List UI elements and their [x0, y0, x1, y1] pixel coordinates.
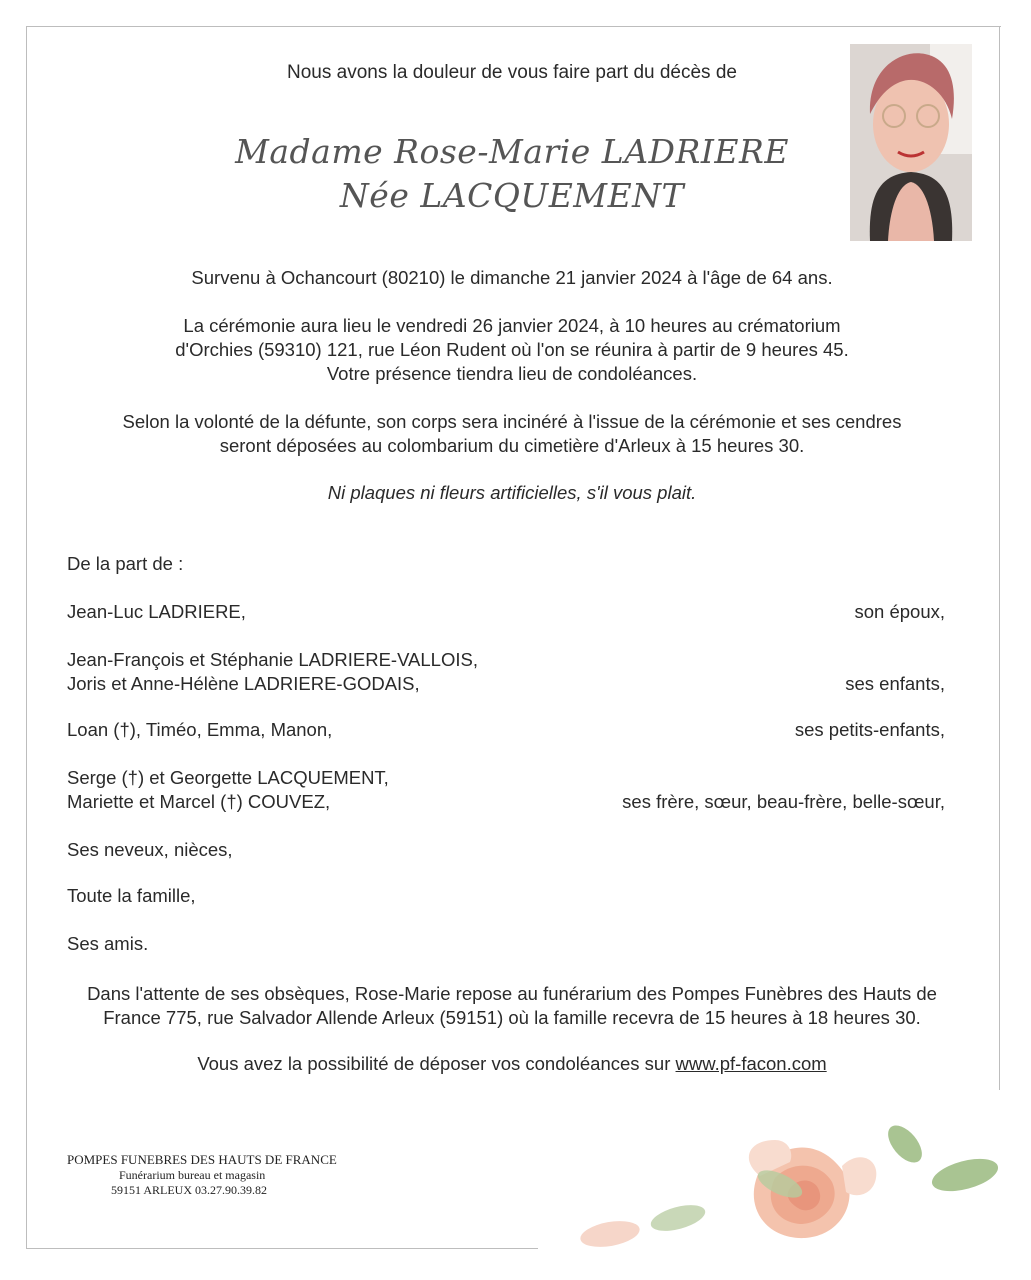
family-row-left: Toute la famille, — [67, 885, 196, 906]
family-row-left: Ses neveux, nièces, — [67, 839, 233, 860]
funerarium-paragraph — [40, 982, 984, 1030]
condolences-line — [40, 1052, 984, 1076]
company-line: Funérarium bureau et magasin — [119, 1168, 266, 1182]
family-relation: ses petits-enfants, — [794, 719, 945, 740]
family-row-left: Jean-Luc LADRIERE, — [67, 601, 246, 622]
family-line: Serge (†) et Georgette LACQUEMENT, — [67, 767, 389, 788]
intro-text: Nous avons la douleur de vous faire part du décès de — [287, 62, 737, 83]
family-line: Jean-François et Stéphanie LADRIERE-VALLOIS, — [67, 649, 478, 670]
ceremony-paragraph — [40, 314, 984, 386]
wish-line: seront déposées au colombarium du cimetière d'Arleux à 15 heures 30. — [219, 435, 805, 456]
rose-decoration — [570, 1100, 1010, 1260]
ceremony-line: Votre présence tiendra lieu de condoléances. — [326, 363, 698, 384]
flowers-note: Ni plaques ni fleurs artificielles, s'il vous plait. — [327, 482, 697, 503]
family-relation: ses frère, sœur, beau-frère, belle-sœur, — [622, 791, 945, 812]
family-row-left — [67, 648, 478, 696]
family-row-left: Ses amis. — [67, 933, 149, 954]
maiden-name: Née LACQUEMENT — [339, 176, 685, 215]
family-row-left — [67, 766, 389, 814]
funeral-home-footer — [67, 1152, 337, 1198]
company-name: POMPES FUNEBRES DES HAUTS DE FRANCE — [67, 1152, 337, 1167]
ceremony-line: La cérémonie aura lieu le vendredi 26 janvier 2024, à 10 heures au crématorium — [183, 315, 841, 336]
condolences-link[interactable]: www.pf-facon.com — [675, 1053, 827, 1074]
family-line: Mariette et Marcel (†) COUVEZ, — [67, 791, 331, 812]
portrait-photo — [850, 44, 972, 241]
funerarium-line: Dans l'attente de ses obsèques, Rose-Marie repose au funérarium des Pompes Funèbres des Hauts de — [87, 983, 937, 1004]
ceremony-line: d'Orchies (59310) 121, rue Léon Rudent où l'on se réunira à partir de 9 heures 45. — [175, 339, 849, 360]
deceased-name: Madame Rose-Marie LADRIERE — [235, 132, 789, 171]
family-relation: son époux, — [854, 601, 945, 622]
wish-paragraph — [40, 410, 984, 458]
frame-right-border — [999, 26, 1000, 1090]
family-row-left: Loan (†), Timéo, Emma, Manon, — [67, 719, 333, 740]
family-line: Joris et Anne-Hélène LADRIERE-GODAIS, — [67, 673, 420, 694]
death-statement: Survenu à Ochancourt (80210) le dimanche 21 janvier 2024 à l'âge de 64 ans. — [191, 267, 833, 288]
company-address: 59151 ARLEUX 03.27.90.39.82 — [111, 1183, 267, 1197]
frame-bottom-border — [26, 1248, 538, 1249]
wish-line: Selon la volonté de la défunte, son corps sera incinéré à l'issue de la cérémonie et ses cendres — [122, 411, 902, 432]
family-relation: ses enfants, — [845, 673, 945, 694]
funerarium-line: France 775, rue Salvador Allende Arleux (59151) où la famille recevra de 15 heures à 18 heures 30. — [103, 1007, 921, 1028]
condolences-text: Vous avez la possibilité de déposer vos condoléances sur — [197, 1053, 671, 1074]
family-intro: De la part de : — [67, 553, 184, 574]
